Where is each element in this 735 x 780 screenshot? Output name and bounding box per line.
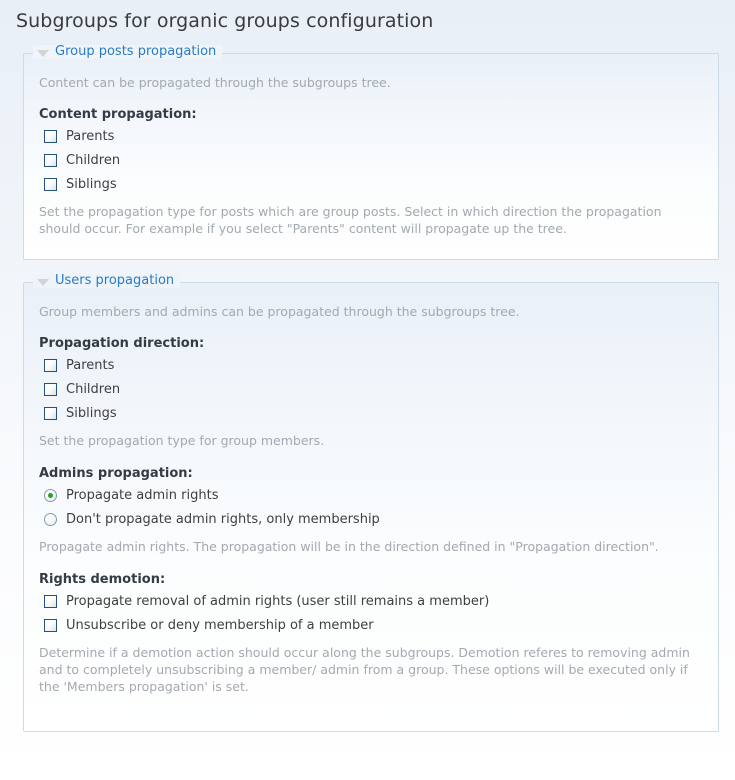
checkbox-row[interactable] [44, 129, 702, 144]
checkbox-row[interactable] [44, 406, 702, 421]
fieldset-legend[interactable] [33, 45, 222, 59]
checkbox[interactable] [44, 154, 57, 167]
option-block [37, 572, 702, 695]
fieldset-intro-text: Group members and admins can be propagated through the subgroups tree. [39, 304, 520, 319]
checkbox[interactable] [44, 595, 57, 608]
option-group-label: Propagation direction: [39, 336, 205, 351]
fieldset-legend[interactable] [33, 274, 180, 288]
radio-row[interactable] [44, 488, 702, 503]
checkbox-row[interactable] [44, 382, 702, 397]
option-group-label: Admins propagation: [39, 466, 193, 481]
option-label[interactable]: Parents [66, 129, 115, 144]
triangle-down-icon[interactable] [37, 279, 49, 286]
checkbox-row[interactable] [44, 594, 702, 609]
fieldset-legend-label[interactable]: Users propagation [55, 273, 175, 288]
option-label[interactable]: Children [66, 382, 121, 397]
option-label[interactable]: Unsubscribe or deny membership of a member [66, 618, 374, 633]
option-label[interactable]: Don't propagate admin rights, only membership [66, 512, 380, 527]
triangle-down-icon[interactable] [37, 50, 49, 57]
option-label[interactable]: Siblings [66, 406, 117, 421]
fieldset-container [0, 44, 735, 732]
option-label[interactable]: Children [66, 153, 121, 168]
option-block [37, 336, 702, 449]
page-title: Subgroups for organic groups configuration [16, 10, 434, 32]
fieldset-intro-text: Content can be propagated through the subgroups tree. [39, 75, 391, 90]
checkbox-row[interactable] [44, 358, 702, 373]
checkbox[interactable] [44, 407, 57, 420]
checkbox-row[interactable] [44, 618, 702, 633]
fieldset-legend-label[interactable]: Group posts propagation [55, 44, 217, 59]
option-group-label: Rights demotion: [39, 572, 166, 587]
option-block-description: Determine if a demotion action should occur along the subgroups. Demotion referes to removing admin and to completely unsubscribing a member/ admin from a group. These options will be executed only if the 'Members propagation' is set. [39, 645, 690, 694]
checkbox[interactable] [44, 130, 57, 143]
radio-button[interactable] [44, 489, 57, 502]
radio-button[interactable] [44, 513, 57, 526]
option-block-description: Set the propagation type for group members. [39, 433, 325, 448]
option-block [37, 466, 702, 555]
fieldset-2 [23, 273, 719, 732]
checkbox[interactable] [44, 619, 57, 632]
option-label[interactable]: Siblings [66, 177, 117, 192]
checkbox-row[interactable] [44, 177, 702, 192]
option-label[interactable]: Parents [66, 358, 115, 373]
checkbox[interactable] [44, 359, 57, 372]
fieldset-1 [23, 44, 719, 260]
option-label[interactable]: Propagate admin rights [66, 488, 219, 503]
option-block-description: Set the propagation type for posts which are group posts. Select in which direction the propagation should occur. For example if you select "Parents" content will propagate up the tree. [39, 204, 662, 236]
option-label[interactable]: Propagate removal of admin rights (user still remains a member) [66, 594, 490, 609]
option-block-description: Propagate admin rights. The propagation will be in the direction defined in "Propagation direction". [39, 539, 659, 554]
option-group-label: Content propagation: [39, 107, 197, 122]
checkbox-row[interactable] [44, 153, 702, 168]
radio-row[interactable] [44, 512, 702, 527]
checkbox[interactable] [44, 383, 57, 396]
checkbox[interactable] [44, 178, 57, 191]
option-block [37, 107, 702, 237]
